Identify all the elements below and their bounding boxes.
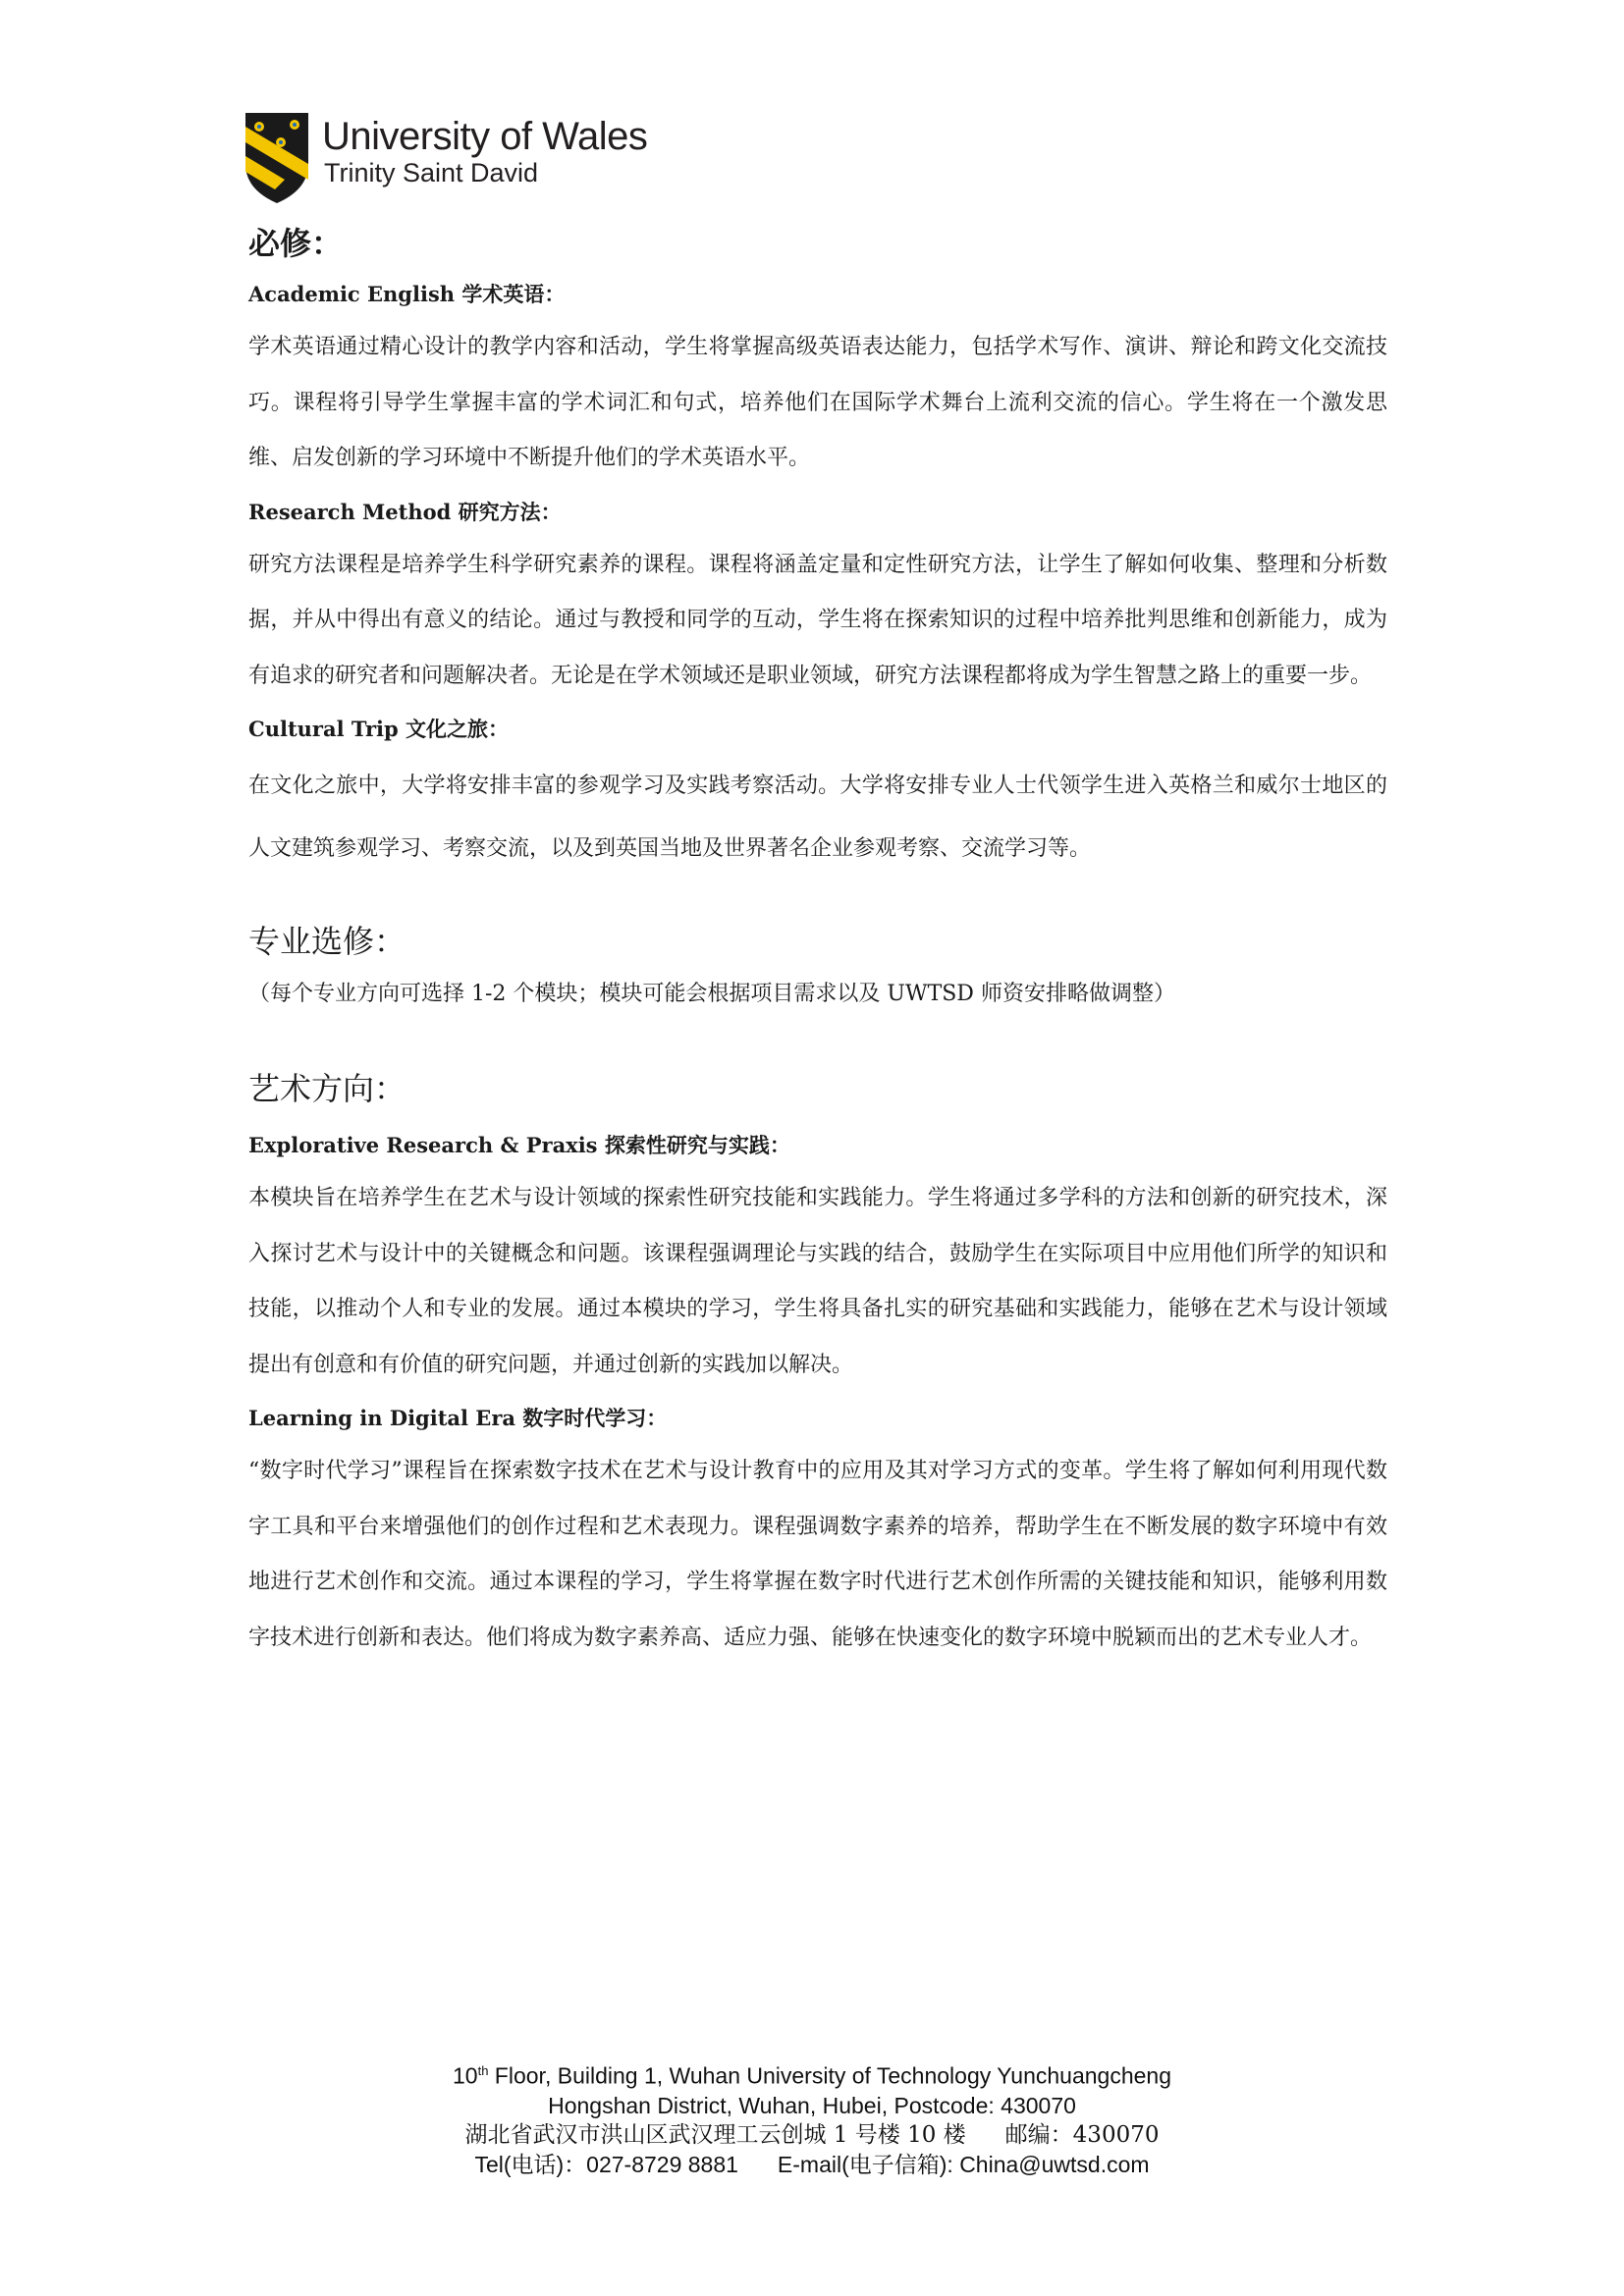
research-method-title: Research Method 研究方法： bbox=[248, 499, 562, 524]
digital-era-title: Learning in Digital Era 数字时代学习： bbox=[248, 1406, 668, 1430]
required-heading: 必修： bbox=[248, 225, 344, 262]
footer-address-en-1: 10th Floor, Building 1, Wuhan University of Technology Yunchuangcheng bbox=[452, 2062, 1171, 2089]
footer-address-cn: 湖北省武汉市洪山区武汉理工云创城 1 号楼 10 楼 邮编：430070 bbox=[464, 2121, 1160, 2148]
footer-email[interactable]: E-mail(电子信箱): China@uwtsd.com bbox=[777, 2151, 1150, 2177]
academic-english-title: Academic English 学术英语： bbox=[248, 282, 566, 306]
research-method-text: 研究方法课程是培养学生科学研究素养的课程。课程将涵盖定量和定性研究方法，让学生了解如何收集、整理和分析数据，并从中得出有意义的结论。通过与教授和同学的互动，学生将在探索知识的过程中培养批判思维和创新能力，成为有追求的研究者和问题解决者。无论是在学术领域还是职业领域，研究方法课程都将成为学生智慧之路上的重要一步。 bbox=[248, 552, 1387, 688]
footer bbox=[0, 2056, 1624, 2179]
electives-heading: 专业选修： bbox=[248, 923, 406, 960]
art-heading: 艺术方向： bbox=[248, 1070, 406, 1107]
footer-tel: Tel(电话)：027-8729 8881 bbox=[474, 2151, 738, 2177]
logo-title: University of Wales bbox=[322, 115, 648, 158]
document-body bbox=[248, 218, 1387, 1666]
explorative-research-title: Explorative Research & Praxis 探索性研究与实践： bbox=[248, 1133, 790, 1157]
university-logo bbox=[245, 113, 658, 206]
explorative-research-text: 本模块旨在培养学生在艺术与设计领域的探索性研究技能和实践能力。学生将通过多学科的方法和创新的研究技术，深入探讨艺术与设计中的关键概念和问题。该课程强调理论与实践的结合，鼓励学生在实际项目中应用他们所学的知识和技能，以推动个人和专业的发展。通过本模块的学习，学生将具备扎实的研究基础和实践能力，能够在艺术与设计领域提出有创意和有价值的研究问题，并通过创新的实践加以解决。 bbox=[248, 1186, 1387, 1377]
electives-note: （每个专业方向可选择 1-2 个模块；模块可能会根据项目需求以及 UWTSD 师资安排略做调整） bbox=[248, 982, 1175, 1006]
footer-address-en-2: Hongshan District, Wuhan, Hubei, Postcode: 430070 bbox=[548, 2092, 1076, 2118]
cultural-trip-text: 在文化之旅中，大学将安排丰富的参观学习及实践考察活动。大学将安排专业人士代领学生进入英格兰和威尔士地区的人文建筑参观学习、考察交流，以及到英国当地及世界著名企业参观考察、交流学习等。 bbox=[248, 774, 1387, 861]
digital-era-text: “数字时代学习”课程旨在探索数字技术在艺术与设计教育中的应用及其对学习方式的变革。学生将了解如何利用现代数字工具和平台来增强他们的创作过程和艺术表现力。课程强调数字素养的培养，帮助学生在不断发展的数字环境中有效地进行艺术创作和交流。通过本课程的学习，学生将掌握在数字时代进行艺术创作所需的关键技能和知识，能够利用数字技术进行创新和表达。他们将成为数字素养高、适应力强、能够在快速变化的数字环境中脱颖而出的艺术专业人才。 bbox=[248, 1459, 1387, 1650]
academic-english-text: 学术英语通过精心设计的教学内容和活动，学生将掌握高级英语表达能力，包括学术写作、演讲、辩论和跨文化交流技巧。课程将引导学生掌握丰富的学术词汇和句式，培养他们在国际学术舞台上流利交流的信心。学生将在一个激发思维、启发创新的学习环境中不断提升他们的学术英语水平。 bbox=[248, 335, 1387, 470]
logo-subtitle: Trinity Saint David bbox=[324, 158, 539, 187]
footer-contact bbox=[0, 2150, 1624, 2179]
cultural-trip-title: Cultural Trip 文化之旅： bbox=[248, 717, 510, 741]
shield-icon bbox=[245, 113, 308, 203]
